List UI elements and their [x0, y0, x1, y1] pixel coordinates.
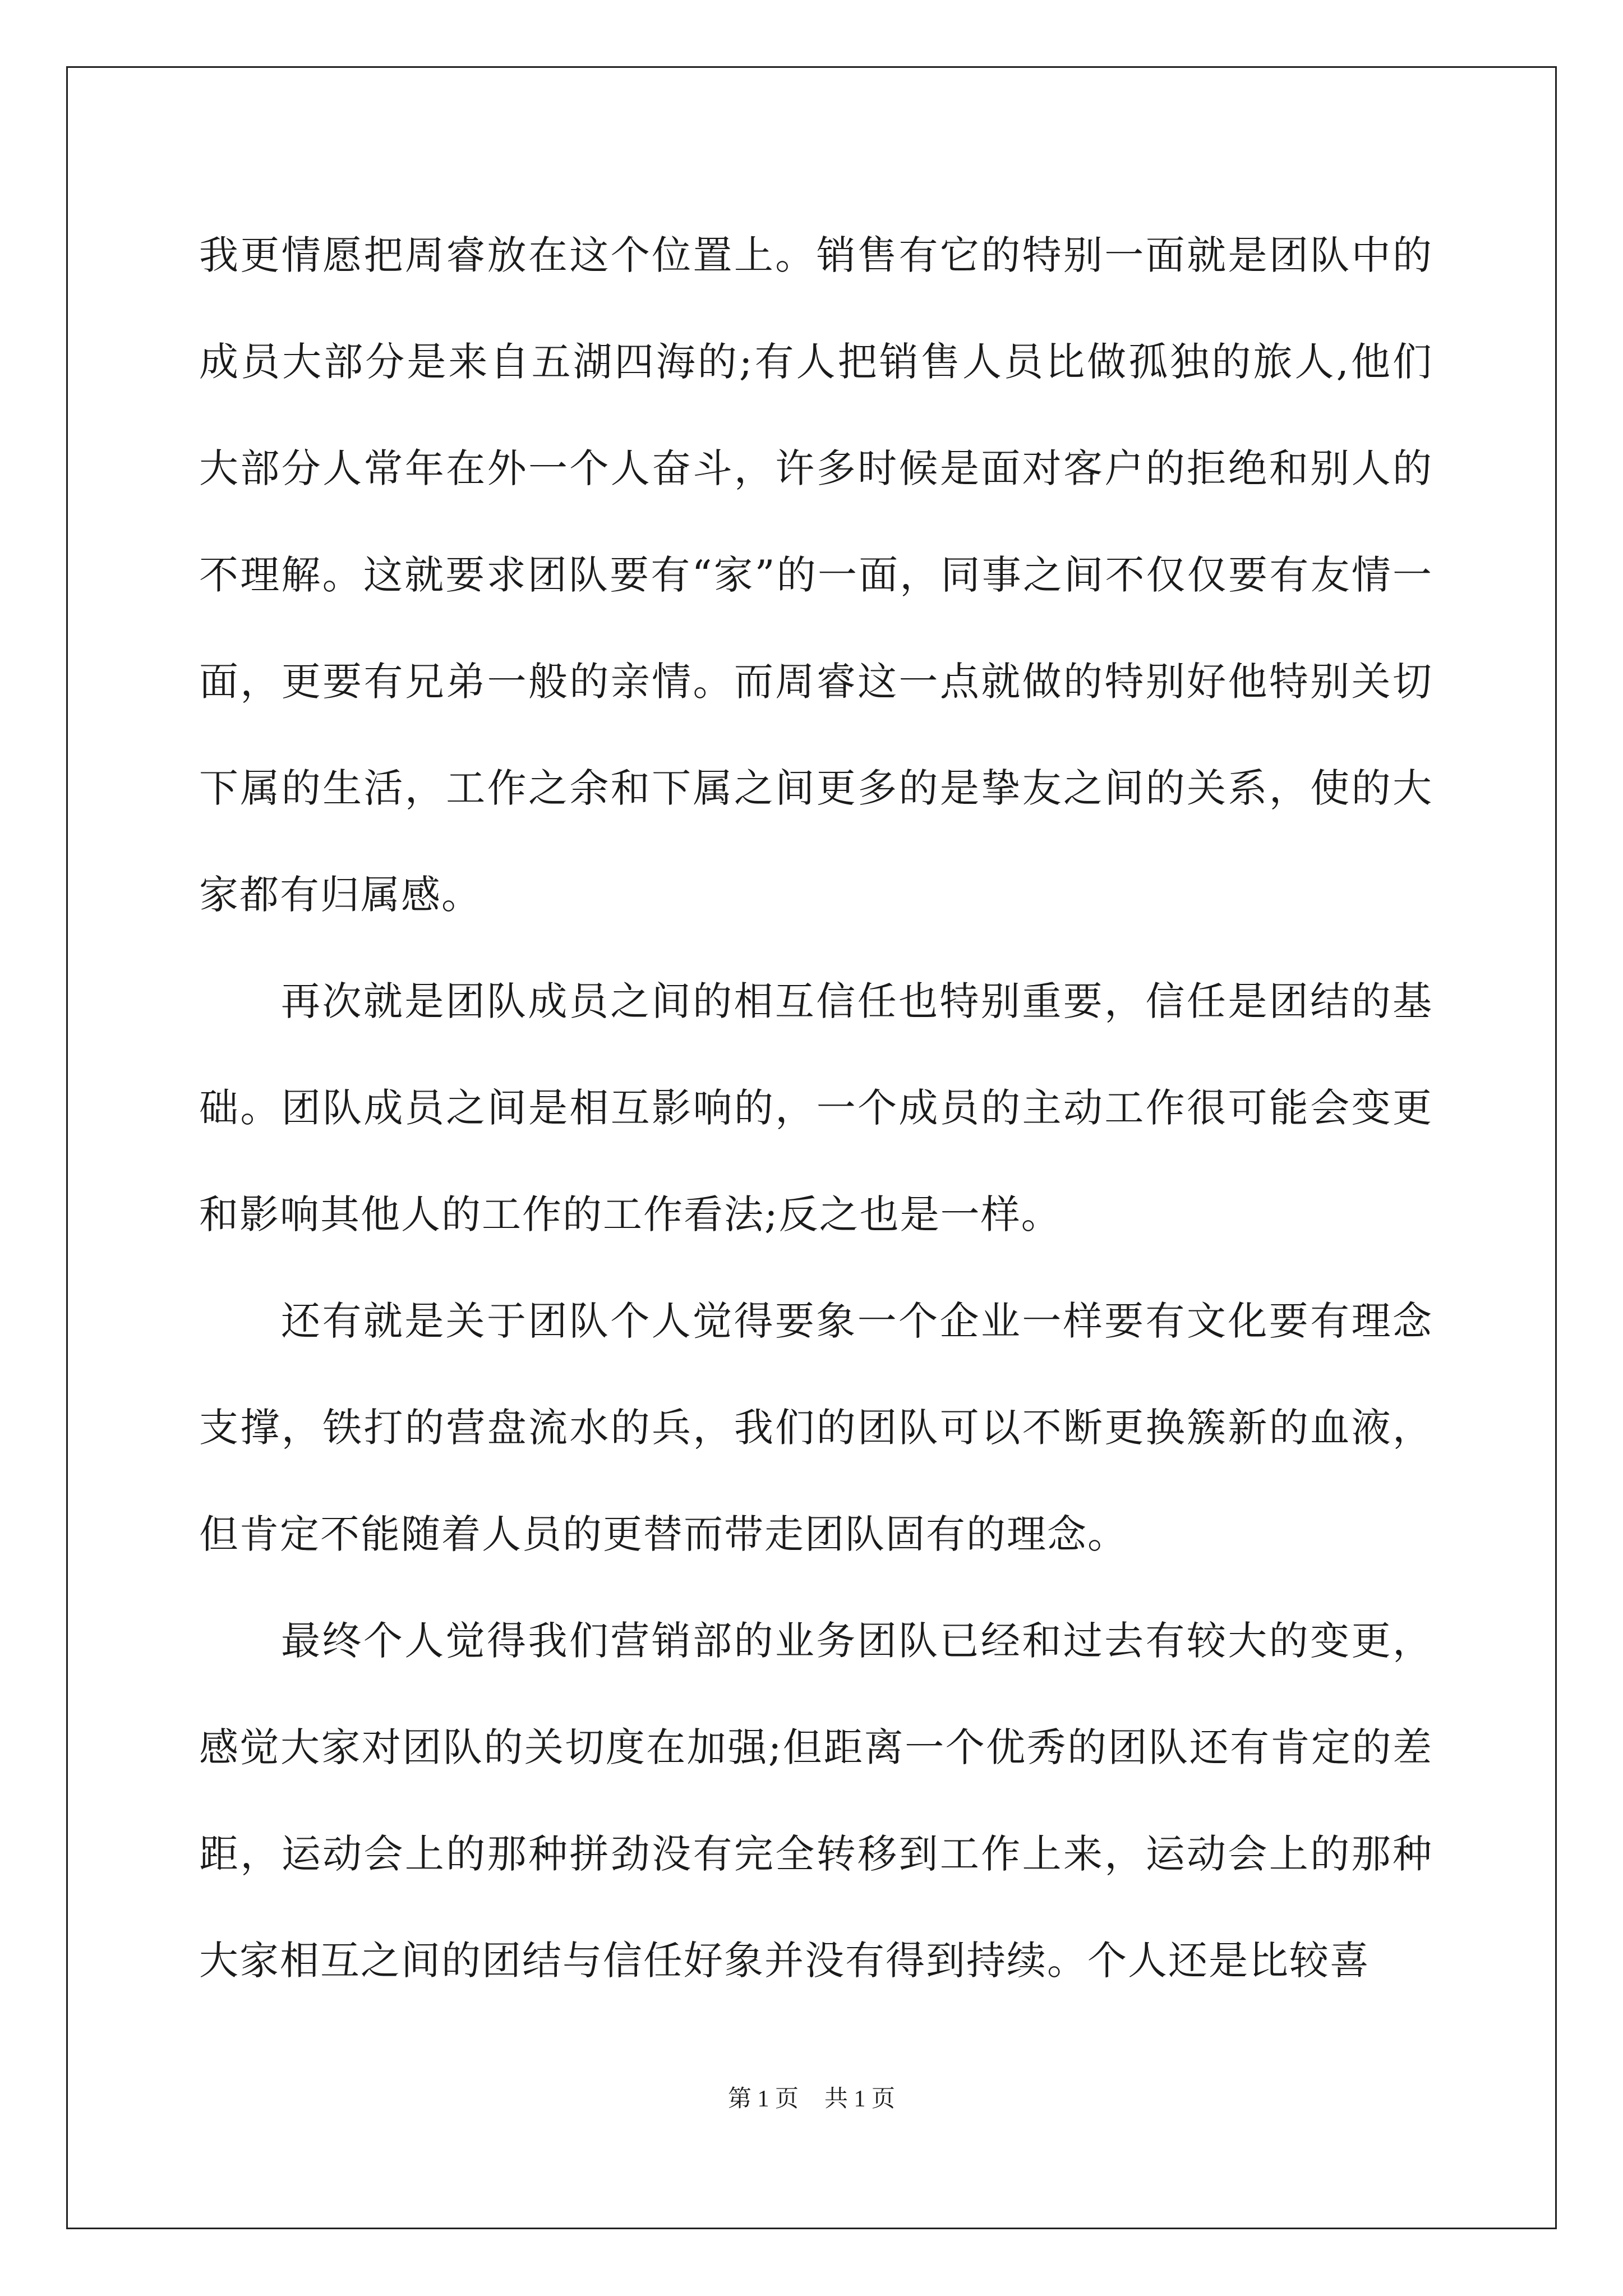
paragraph-4: 最终个人觉得我们营销部的业务团队已经和过去有较大的变更，感觉大家对团队的关切度在加强;但距离一个优秀的团队还有肯定的差距，运动会上的那种拼劲没有完全转移到工作上来，运动会上的那种大家相互之间的团结与信任好象并没有得到持续。个人还是比较喜	[199, 1618, 1433, 1984]
paragraph-2: 再次就是团队成员之间的相互信任也特别重要，信任是团结的基础。团队成员之间是相互影响的，一个成员的主动工作很可能会变更和影响其他人的工作的工作看法;反之也是一样。	[199, 978, 1433, 1237]
paragraph-1: 我更情愿把周睿放在这个位置上。销售有它的特别一面就是团队中的成员大部分是来自五湖四海的;有人把销售人员比做孤独的旅人,他们大部分人常年在外一个人奋斗，许多时候是面对客户的拒绝和别人的不理解。这就要求团队要有“家”的一面，同事之间不仅仅要有友情一面，更要有兄弟一般的亲情。而周睿这一点就做的特别好他特别关切下属的生活，工作之余和下属之间更多的是挚友之间的关系，使的大家都有归属感。	[199, 232, 1433, 918]
page-number-total: 共 1 页	[824, 2086, 896, 2112]
page-number-current: 第 1 页	[727, 2086, 799, 2112]
document-body	[199, 202, 1433, 2014]
paragraph-3: 还有就是关于团队个人觉得要象一个企业一样要有文化要有理念支撑，铁打的营盘流水的兵，我们的团队可以不断更换簇新的血液，但肯定不能随着人员的更替而带走团队固有的理念。	[199, 1298, 1433, 1557]
page-footer	[0, 2082, 1623, 2116]
